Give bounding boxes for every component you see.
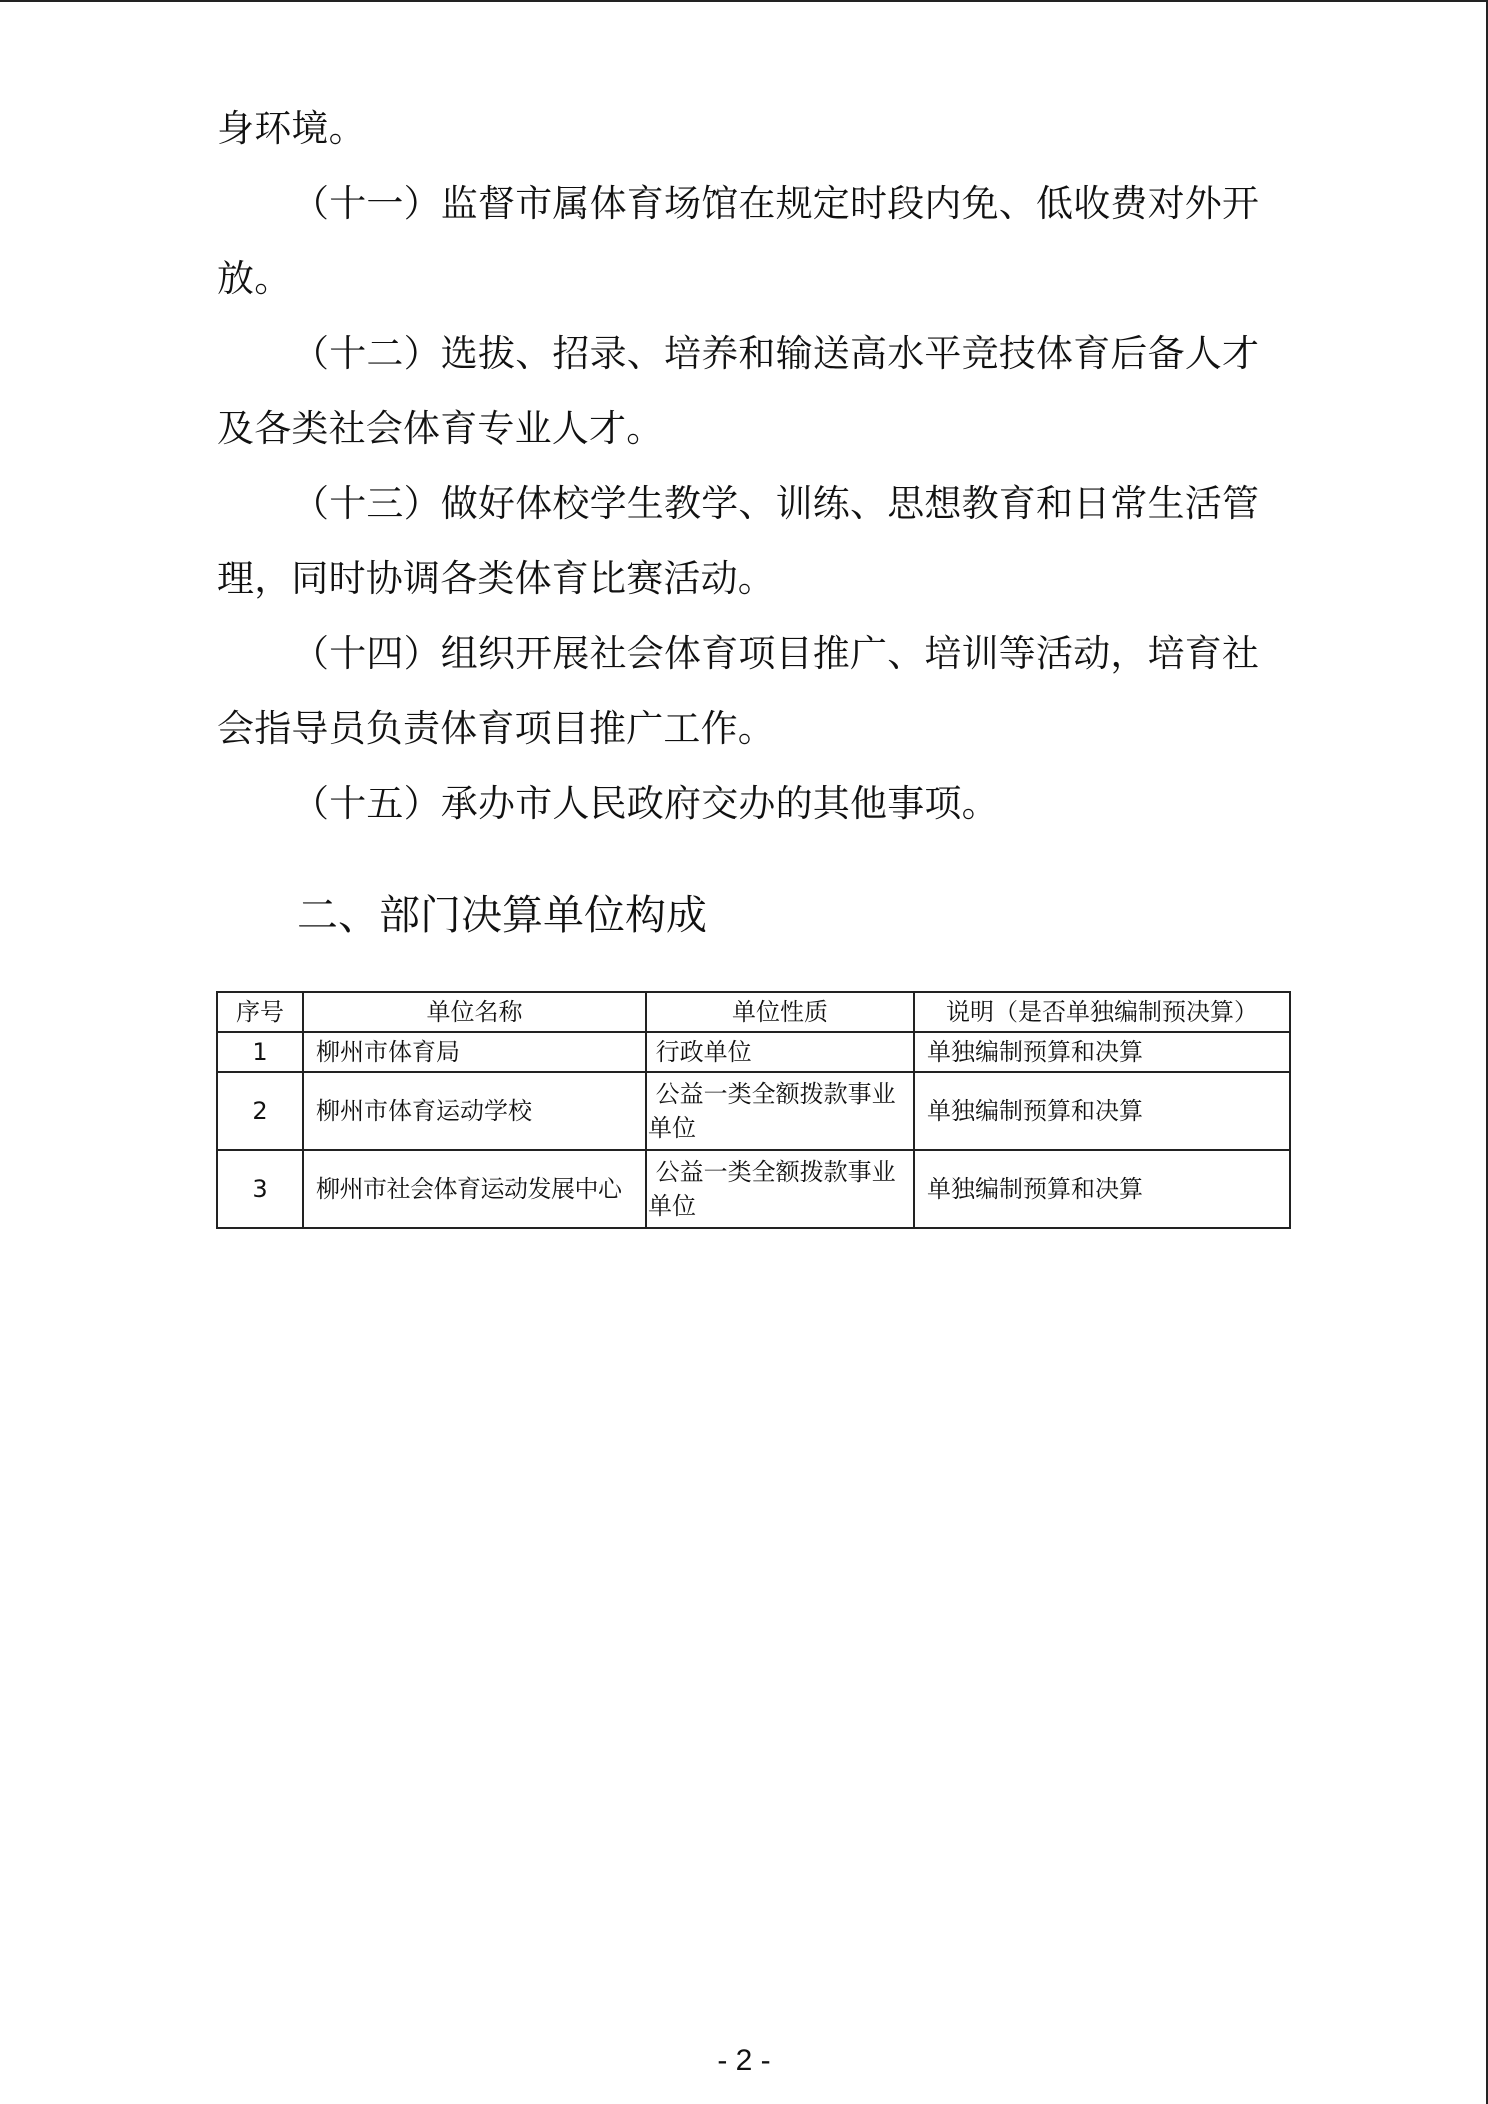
cell-unit-name: 柳州市体育局 [303,1032,646,1072]
unit-composition-table [216,991,1291,1229]
paragraph-line: 会指导员负责体育项目推广工作。 [217,707,775,750]
table-row [217,1150,1290,1228]
cell-unit-name: 柳州市社会体育运动发展中心 [303,1150,646,1228]
section-heading: 二、部门决算单位构成 [297,891,707,939]
paragraph-line: （十二）选拔、招录、培养和输送高水平竞技体育后备人才 [292,332,1260,375]
paragraph-line: （十三）做好体校学生教学、训练、思想教育和日常生活管 [292,482,1260,525]
cell-note: 单独编制预算和决算 [914,1150,1290,1228]
paragraph-line: 身环境。 [217,107,366,150]
cell-unit-nature: 行政单位 [646,1032,914,1072]
table-row [217,1072,1290,1150]
cell-note: 单独编制预算和决算 [914,1072,1290,1150]
cell-serial: 3 [217,1150,303,1228]
header-note: 说明（是否单独编制预决算） [914,992,1290,1032]
cell-note: 单独编制预算和决算 [914,1032,1290,1072]
cell-serial: 2 [217,1072,303,1150]
paragraph-line: 放。 [217,257,292,300]
header-unit-name: 单位名称 [303,992,646,1032]
cell-serial: 1 [217,1032,303,1072]
page-number: - 2 - [717,2044,771,2077]
paragraph-line: （十一）监督市属体育场馆在规定时段内免、低收费对外开 [292,182,1260,225]
cell-unit-nature: 公益一类全额拨款事业单位 [646,1150,914,1228]
table-header-row [217,992,1290,1032]
page-top-border [0,0,1488,2]
cell-unit-nature: 公益一类全额拨款事业单位 [646,1072,914,1150]
paragraph-line: （十四）组织开展社会体育项目推广、培训等活动，培育社 [292,632,1260,675]
paragraph-line: （十五）承办市人民政府交办的其他事项。 [292,782,999,825]
cell-unit-name: 柳州市体育运动学校 [303,1072,646,1150]
table-row [217,1032,1290,1072]
paragraph-line: 理，同时协调各类体育比赛活动。 [217,557,775,600]
paragraph-line: 及各类社会体育专业人才。 [217,407,664,450]
header-serial: 序号 [217,992,303,1032]
header-unit-nature: 单位性质 [646,992,914,1032]
